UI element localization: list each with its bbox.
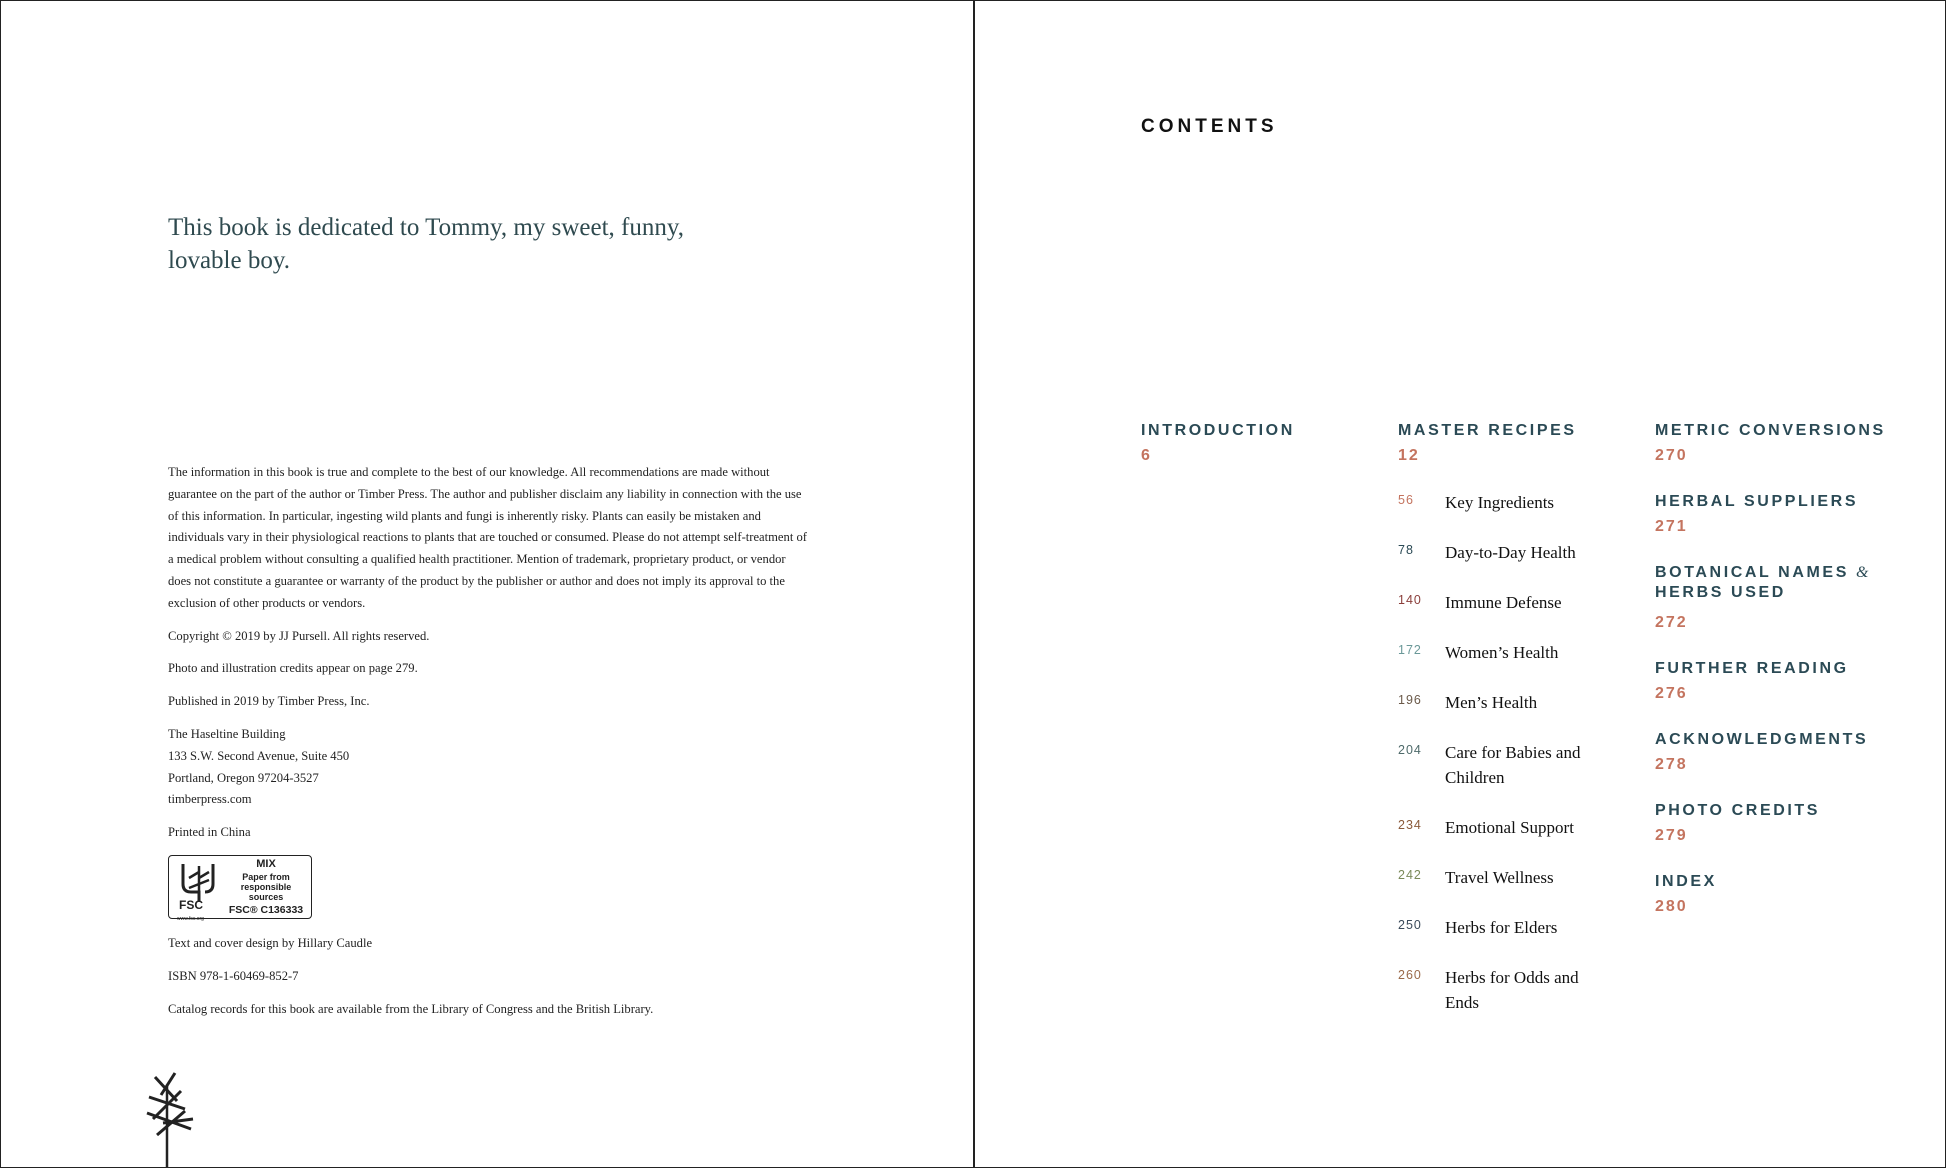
toc-section-title: FURTHER READING [1655,660,1849,677]
toc-chapter-page: 260 [1398,968,1422,982]
toc-botanical-names [1655,563,1925,633]
toc-title-line: HERBS USED [1655,584,1786,601]
toc-chapter-item [1398,690,1638,715]
toc-chapter-page: 196 [1398,693,1422,707]
copyright: Copyright © 2019 by JJ Pursell. All rights reserved. [168,628,430,643]
fsc-logo-text: FSC [179,897,203,912]
toc-section-page: 272 [1655,614,1688,631]
toc-section-page: 276 [1655,685,1688,702]
toc-chapter-page: 172 [1398,643,1422,657]
toc-chapter-name: Immune Defense [1445,593,1562,612]
toc-chapter-page: 242 [1398,868,1422,882]
publisher-website: timberpress.com [168,792,252,807]
credits-note: Photo and illustration credits appear on page 279. [168,661,418,676]
disclaimer: The information in this book is true and complete to the best of our knowledge. All recommendations are made without guarantee on the part of the author or Timber Press. The author and publisher disclaim any liability in connection with the use of this information. In particular, ingesting wild plants and fungi is inherently risky. Plants can easily be mistaken and individuals vary in their physiological reactions to plants that are touched or consumed. Please do not attempt self-treatment of a medical problem without consulting a qualified health practitioner. Mention of trademark, proprietary product, or vendor does not constitute a guarantee or warranty of the product by the publisher or author and does not imply its approval to the exclusion of other products or vendors. [168,465,807,610]
toc-chapter-item [1398,815,1638,840]
toc-metric-conversions [1655,421,1925,466]
page-gutter [973,1,975,1167]
fsc-line: responsible sources [240,881,292,902]
toc-herbal-suppliers [1655,492,1925,537]
toc-section-title: HERBAL SUPPLIERS [1655,493,1859,510]
toc-chapter-item [1398,965,1638,1015]
toc-chapter-name: Men’s Health [1445,693,1538,712]
toc-acknowledgments [1655,730,1925,775]
toc-chapter-name: Care for Babies and Children [1445,743,1581,787]
dedication: This book is dedicated to Tommy, my sweet, funny, lovable boy. [168,214,685,274]
toc-further-reading [1655,659,1925,704]
published: Published in 2019 by Timber Press, Inc. [168,694,370,709]
toc-chapter-name: Women’s Health [1445,643,1559,662]
toc-chapter-page: 234 [1398,818,1422,832]
toc-chapter-name: Herbs for Elders [1445,918,1558,937]
toc-master-recipes [1398,421,1638,1040]
toc-chapter-page: 250 [1398,918,1422,932]
toc-photo-credits [1655,801,1925,846]
toc-section-page: 12 [1398,447,1420,464]
toc-section-page: 6 [1141,447,1152,464]
toc-chapter-page: 204 [1398,743,1422,757]
toc-section-title: INTRODUCTION [1141,422,1295,439]
fsc-code: FSC® C136333 [228,903,304,916]
toc-section-page: 279 [1655,827,1688,844]
toc-chapter-item [1398,865,1638,890]
printed-in: Printed in China [168,825,251,840]
toc-chapter-page: 140 [1398,593,1422,607]
design-credit: Text and cover design by Hillary Caudle [168,935,373,950]
fsc-line: Paper from [242,871,290,882]
toc-chapter-page: 56 [1398,493,1414,507]
toc-index [1655,872,1925,917]
ampersand: & [1856,564,1869,581]
toc-chapter-page: 78 [1398,543,1414,557]
toc-back-matter [1655,421,1925,943]
copyright-page [168,462,808,1031]
contents-heading: CONTENTS [1141,116,1278,137]
fsc-text [225,859,311,915]
fsc-url: www.fsc.org [177,915,204,922]
toc-chapter-item [1398,915,1638,940]
toc-chapter-name: Travel Wellness [1445,868,1554,887]
address-line: The Haseltine Building [168,726,286,741]
fsc-certification-badge [168,855,312,922]
toc-section-page: 278 [1655,756,1688,773]
toc-chapter-name: Herbs for Odds and Ends [1445,968,1579,1012]
toc-section-title [1655,563,1925,603]
toc-title-line: BOTANICAL NAMES [1655,564,1849,581]
toc-chapter-item [1398,640,1638,665]
toc-section-title: ACKNOWLEDGMENTS [1655,731,1869,748]
toc-section-page: 271 [1655,518,1688,535]
toc-chapter-item [1398,540,1638,565]
toc-section-title: METRIC CONVERSIONS [1655,422,1886,439]
toc-section-title: PHOTO CREDITS [1655,802,1821,819]
fsc-tree-icon [173,858,225,922]
toc-chapter-name: Day-to-Day Health [1445,543,1576,562]
toc-introduction [1141,421,1295,466]
toc-chapter-item [1398,590,1638,615]
address-line: 133 S.W. Second Avenue, Suite 450 [168,748,350,763]
toc-chapter-name: Emotional Support [1445,818,1574,837]
isbn: ISBN 978-1-60469-852-7 [168,968,299,983]
catalog-note: Catalog records for this book are available from the Library of Congress and the British Library. [168,1001,654,1016]
publisher-address [168,724,808,811]
toc-section-title: MASTER RECIPES [1398,422,1577,439]
fsc-mix: MIX [256,857,276,870]
toc-chapter-list [1398,490,1638,1015]
toc-chapter-item [1398,740,1638,790]
toc-section-page: 280 [1655,898,1688,915]
toc-chapter-name: Key Ingredients [1445,493,1555,512]
publisher-tree-logo [141,1071,201,1167]
address-line: Portland, Oregon 97204-3527 [168,770,319,785]
toc-chapter-item [1398,490,1638,515]
toc-section-page: 270 [1655,447,1688,464]
toc-section-title: INDEX [1655,873,1717,890]
